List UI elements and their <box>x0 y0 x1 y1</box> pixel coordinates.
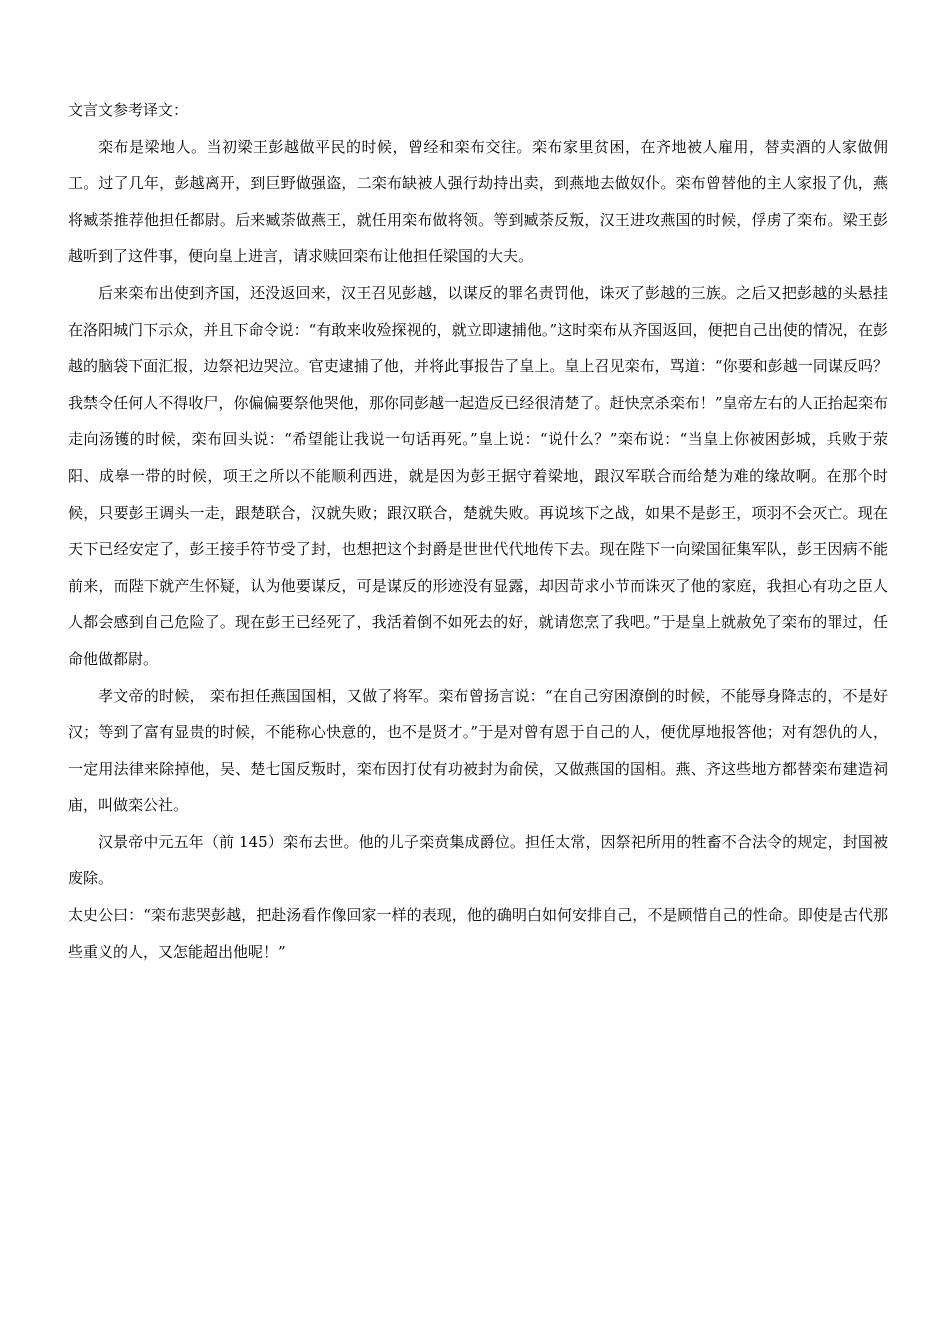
paragraph-pengyue-execution: 后来栾布出使到齐国，还没返回来，汉王召见彭越，以谋反的罪名责罚他，诛灭了彭越的三族。之后又把彭越的头悬挂在洛阳城门下示众，并且下命令说：“有敢来收殓探视的，就立即逮捕他。”这时栾布从齐国返回，便把自己出使的情况，在彭越的脑袋下面汇报，边祭祀边哭泣。官吏逮捕了他，并将此事报告了皇上。皇上召见栾布，骂道：“你要和彭越一同谋反吗？我禁令任何人不得收尸，你偏偏要祭他哭他，那你同彭越一起造反已经很清楚了。赶快烹杀栾布！”皇帝左右的人正抬起栾布走向汤镬的时候，栾布回头说：“希望能让我说一句话再死。”皇上说：“说什么？”栾布说：“当皇上你被困彭城，兵败于荥阳、成皋一带的时候，项王之所以不能顺利西进，就是因为彭王据守着梁地，跟汉军联合而给楚为难的缘故啊。在那个时候，只要彭王调头一走，跟楚联合，汉就失败；跟汉联合，楚就失败。再说垓下之战，如果不是彭王，项羽不会灭亡。现在天下已经安定了，彭王接手符节受了封，也想把这个封爵是世世代代地传下去。现在陛下一向梁国征集军队，彭王因病不能前来，而陛下就产生怀疑，认为他要谋反，可是谋反的形迹没有显露，却因苛求小节而诛灭了他的家庭，我担心有功之臣人人都会感到自己危险了。现在彭王已经死了，我活着倒不如死去的好，就请您烹了我吧。”于是皇上就赦免了栾布的罪过，任命他做都尉。 <box>68 283 888 668</box>
document-heading: 文言文参考译文： <box>68 101 189 119</box>
document-page <box>68 92 888 970</box>
paragraph-taishigong-comment: 太史公曰：“栾布悲哭彭越，把赴汤看作像回家一样的表现，他的确明白如何安排自己，不是顾惜自己的性命。即使是古代那些重义的人，又怎能超出他呢！” <box>68 906 888 961</box>
paragraph-emperor-jing: 汉景帝中元五年（前 145）栾布去世。他的儿子栾贲集成爵位。担任太常，因祭祀所用的牲畜不合法令的规定，封国被废除。 <box>68 832 888 888</box>
paragraph-emperor-wen: 孝文帝的时候， 栾布担任燕国国相，又做了将军。栾布曾扬言说：“在自己穷困潦倒的时候，不能辱身降志的，不是好汉；等到了富有显贵的时候，不能称心快意的，也不是贤才。”于是对曾有恩于自己的人，便优厚地报答他；对有怨仇的人，一定用法律来除掉他，吴、楚七国反叛时，栾布因打仗有功被封为俞侯，又做燕国的国相。燕、齐这些地方都替栾布建造祠庙，叫做栾公社。 <box>68 686 888 815</box>
paragraph-luanbu-origin: 栾布是梁地人。当初梁王彭越做平民的时候，曾经和栾布交往。栾布家里贫困，在齐地被人雇用，替卖酒的人家做佣工。过了几年，彭越离开，到巨野做强盗，二栾布缺被人强行劫持出卖，到燕地去做奴仆。栾布曾替他的主人家报了仇，燕将臧荼推荐他担任都尉。后来臧荼做燕王，就任用栾布做将领。等到臧荼反叛，汉王进攻燕国的时候，俘虏了栾布。梁王彭越听到了这件事，便向皇上进言，请求赎回栾布让他担任梁国的大夫。 <box>68 137 888 266</box>
